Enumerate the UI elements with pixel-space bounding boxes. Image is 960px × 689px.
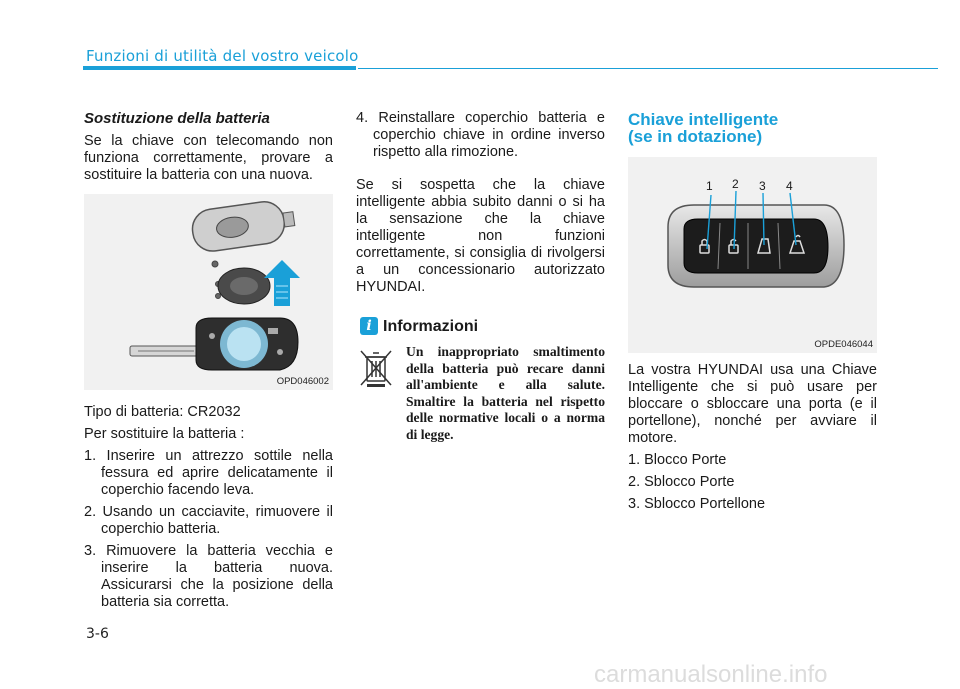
callout-4: 4 <box>786 179 793 193</box>
middle-column <box>356 110 605 296</box>
info-text: Un inappropriato smaltimento della batteria può recare danni all'ambiente e alla salute. Smaltire la batteria nel rispetto delle normative locali o a norma di legge. <box>406 344 605 442</box>
header-rule-thick <box>83 66 356 70</box>
battery-intro-text: Se la chiave con telecomando non funziona correttamente, provare a sostituire la batteria con una nuova. <box>84 133 333 183</box>
key-battery-illustration <box>84 194 333 390</box>
battery-section-heading: Sostituzione della batteria <box>84 110 270 127</box>
callout-1: 1 <box>706 179 713 193</box>
header-rule-thin <box>358 68 938 69</box>
battery-type: Tipo di batteria: CR2032 <box>84 404 241 420</box>
info-icon: i <box>360 317 378 335</box>
smart-key-heading-line2: (se in dotazione) <box>628 127 763 146</box>
steps-intro: Per sostituire la batteria : <box>84 426 245 442</box>
smart-key-heading <box>628 111 778 145</box>
info-title: Informazioni <box>383 318 479 335</box>
section-header-title: Funzioni di utilità del vostro veicolo <box>86 47 359 65</box>
key-battery-figure <box>84 194 333 390</box>
smart-key-heading-line1: Chiave intelligente <box>628 110 779 129</box>
page-number: 3-6 <box>86 626 109 642</box>
figure-code-right: OPDE046044 <box>814 339 873 350</box>
step-item-4: 4. Reinstallare coperchio batteria e coperchio chiave in ordine inverso rispetto alla rimozione. <box>356 110 605 160</box>
left-steps <box>84 404 333 611</box>
callout-2: 2 <box>732 177 739 191</box>
smart-key-paragraph: La vostra HYUNDAI usa una Chiave Intelligente che si può usare per bloccare o sbloccare una porta (e il portellone), nonché per avviare il motore. <box>628 362 877 446</box>
damage-paragraph: Se si sospetta che la chiave intelligente abbia subito danni o si ha la sensazione che la chiave intelligente non funzioni correttamente, si consiglia di rivolgersi a un concessionario autorizzato HYUNDAI. <box>356 177 605 295</box>
figure-code-left: OPD046002 <box>276 376 329 387</box>
step-item: 2. Usando un cacciavite, rimuovere il coperchio batteria. <box>84 504 333 537</box>
recycle-bin-icon <box>357 347 395 389</box>
list-item: 3. Sblocco Portellone <box>628 496 766 512</box>
callout-3: 3 <box>759 179 766 193</box>
step-item: 3. Rimuovere la batteria vecchia e inserire la batteria nuova. Assicurarsi che la posizione della batteria sia corretta. <box>84 543 333 610</box>
watermark: carmanualsonline.info <box>594 661 828 688</box>
left-column <box>84 110 333 184</box>
smart-key-illustration <box>628 157 877 353</box>
smart-key-figure <box>628 157 877 353</box>
list-item: 1. Blocco Porte <box>628 452 727 468</box>
step-item: 1. Inserire un attrezzo sottile nella fessura ed aprire delicatamente il coperchio facendo leva. <box>84 448 333 498</box>
list-item: 2. Sblocco Porte <box>628 474 735 490</box>
right-text <box>628 362 877 513</box>
